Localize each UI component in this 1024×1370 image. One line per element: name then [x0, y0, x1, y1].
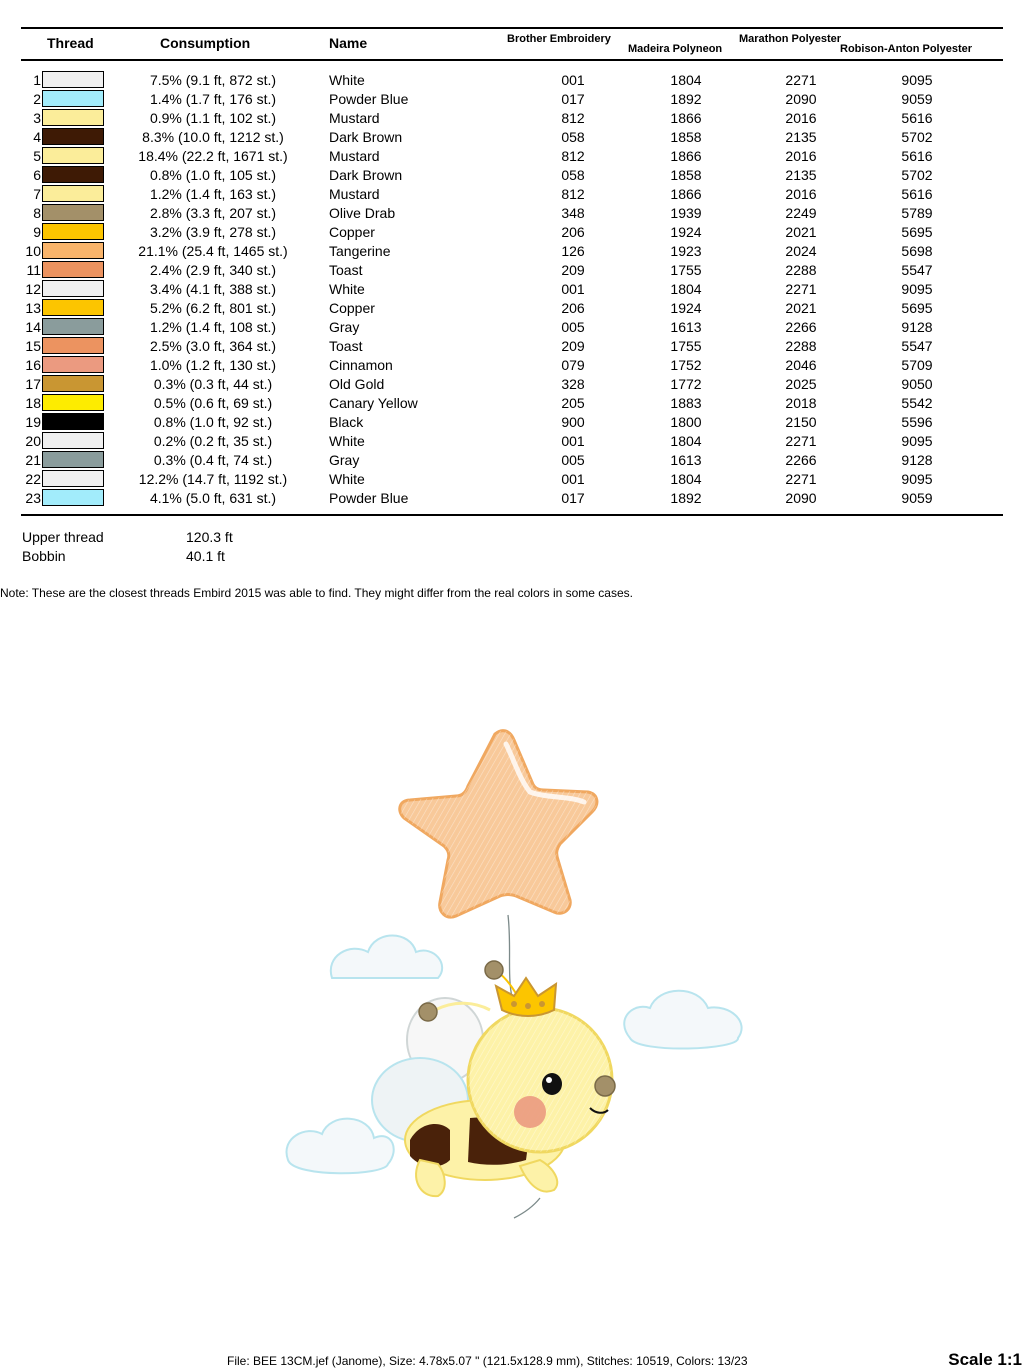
thread-consumption: 0.8% (1.0 ft, 105 st.) — [149, 167, 277, 183]
bee-head — [468, 1008, 615, 1152]
thread-number: 1 — [33, 72, 41, 88]
upper-thread-value: 120.3 ft — [186, 529, 233, 545]
robison-code: 5547 — [901, 338, 933, 354]
thread-name: Gray — [329, 452, 360, 468]
table-row — [0, 298, 1024, 317]
thread-name: Canary Yellow — [329, 395, 418, 411]
thread-consumption: 0.5% (0.6 ft, 69 st.) — [153, 395, 273, 411]
table-row — [0, 355, 1024, 374]
thread-consumption: 3.2% (3.9 ft, 278 st.) — [149, 224, 277, 240]
thread-consumption: 1.4% (1.7 ft, 176 st.) — [149, 91, 277, 107]
table-row — [0, 317, 1024, 336]
marathon-code: 2135 — [785, 167, 817, 183]
table-row — [0, 412, 1024, 431]
thread-name: Mustard — [329, 186, 380, 202]
brother-code: 001 — [561, 281, 585, 297]
madeira-code: 1892 — [670, 490, 702, 506]
robison-code: 9095 — [901, 471, 933, 487]
thread-number: 11 — [26, 262, 41, 278]
thread-color-swatch — [42, 147, 104, 164]
table-row — [0, 450, 1024, 469]
balloon-string-tail — [514, 1198, 540, 1218]
thread-name: Gray — [329, 319, 360, 335]
table-row — [0, 431, 1024, 450]
thread-number: 3 — [33, 110, 41, 126]
madeira-code: 1804 — [670, 471, 702, 487]
madeira-code: 1866 — [670, 110, 702, 126]
scale-label: Scale 1:1 — [948, 1350, 1022, 1369]
marathon-code: 2150 — [785, 414, 817, 430]
robison-code: 5709 — [901, 357, 933, 373]
thread-color-swatch — [42, 356, 104, 373]
thread-number: 10 — [25, 243, 41, 259]
thread-consumption: 0.2% (0.2 ft, 35 st.) — [153, 433, 273, 449]
thread-name: Dark Brown — [329, 167, 403, 183]
thread-color-swatch — [42, 470, 104, 487]
upper-thread-label: Upper thread — [22, 529, 104, 545]
thread-number: 21 — [25, 452, 41, 468]
madeira-code: 1752 — [670, 357, 702, 373]
robison-code: 5695 — [901, 224, 933, 240]
table-row — [0, 165, 1024, 184]
marathon-code: 2090 — [785, 490, 817, 506]
brother-code: 001 — [561, 433, 585, 449]
thread-number: 8 — [33, 205, 41, 221]
madeira-code: 1924 — [670, 300, 702, 316]
thread-color-swatch — [42, 128, 104, 145]
thread-consumption: 7.5% (9.1 ft, 872 st.) — [149, 72, 277, 88]
thread-consumption: 3.4% (4.1 ft, 388 st.) — [149, 281, 277, 297]
brother-code: 209 — [561, 338, 585, 354]
thread-number: 9 — [33, 224, 41, 240]
header-name: Name — [329, 35, 368, 51]
thread-consumption: 8.3% (10.0 ft, 1212 st.) — [142, 129, 284, 145]
table-row — [0, 374, 1024, 393]
robison-code: 9059 — [901, 91, 933, 107]
madeira-code: 1924 — [670, 224, 702, 240]
robison-code: 5695 — [901, 300, 933, 316]
thread-consumption: 2.8% (3.3 ft, 207 st.) — [149, 205, 277, 221]
brother-code: 209 — [561, 262, 585, 278]
thread-number: 17 — [25, 376, 41, 392]
thread-number: 6 — [33, 167, 41, 183]
thread-color-swatch — [42, 223, 104, 240]
table-row — [0, 393, 1024, 412]
thread-name: Powder Blue — [329, 91, 409, 107]
marathon-code: 2018 — [785, 395, 817, 411]
brother-code: 017 — [561, 91, 585, 107]
robison-code: 5702 — [901, 129, 933, 145]
thread-consumption: 5.2% (6.2 ft, 801 st.) — [149, 300, 277, 316]
madeira-code: 1939 — [670, 205, 702, 221]
thread-name: Olive Drab — [329, 205, 396, 221]
table-row — [0, 70, 1024, 89]
thread-name: Toast — [329, 338, 363, 354]
note-text: Note: These are the closest threads Embird 2015 was able to find. They might differ from the real colors in some cases. — [0, 586, 633, 600]
madeira-code: 1613 — [670, 319, 702, 335]
robison-code: 5702 — [901, 167, 933, 183]
madeira-code: 1800 — [670, 414, 702, 430]
thread-color-swatch — [42, 71, 104, 88]
brother-code: 348 — [561, 205, 585, 221]
table-row — [0, 260, 1024, 279]
embroidery-preview — [270, 720, 760, 1230]
thread-number: 13 — [25, 300, 41, 316]
thread-name: Copper — [329, 224, 375, 240]
cloud-left-bottom — [287, 1119, 394, 1174]
robison-code: 5616 — [901, 186, 933, 202]
thread-color-swatch — [42, 90, 104, 107]
thread-name: Tangerine — [329, 243, 391, 259]
table-row — [0, 241, 1024, 260]
marathon-code: 2016 — [785, 148, 817, 164]
thread-color-swatch — [42, 432, 104, 449]
robison-code: 9128 — [901, 319, 933, 335]
thread-color-swatch — [42, 280, 104, 297]
bobbin-value: 40.1 ft — [186, 548, 225, 564]
thread-consumption: 0.3% (0.4 ft, 74 st.) — [153, 452, 273, 468]
marathon-code: 2021 — [785, 300, 817, 316]
marathon-code: 2271 — [785, 471, 817, 487]
thread-color-swatch — [42, 318, 104, 335]
madeira-code: 1613 — [670, 452, 702, 468]
marathon-code: 2046 — [785, 357, 817, 373]
madeira-code: 1804 — [670, 433, 702, 449]
file-info-footer: File: BEE 13CM.jef (Janome), Size: 4.78x5.07 " (121.5x128.9 mm), Stitches: 10519, Colors: 13/23 — [227, 1354, 748, 1368]
thread-name: Old Gold — [329, 376, 385, 392]
marathon-code: 2016 — [785, 110, 817, 126]
thread-number: 5 — [33, 148, 41, 164]
thread-color-swatch — [42, 242, 104, 259]
thread-name: Black — [329, 414, 364, 430]
brother-code: 005 — [561, 319, 585, 335]
thread-color-swatch — [42, 413, 104, 430]
table-row — [0, 222, 1024, 241]
thread-name: White — [329, 281, 365, 297]
madeira-code: 1755 — [670, 262, 702, 278]
marathon-code: 2135 — [785, 129, 817, 145]
robison-code: 5547 — [901, 262, 933, 278]
robison-code: 5698 — [901, 243, 933, 259]
thread-number: 22 — [25, 471, 41, 487]
madeira-code: 1755 — [670, 338, 702, 354]
marathon-code: 2271 — [785, 433, 817, 449]
brother-code: 328 — [561, 376, 585, 392]
brother-code: 058 — [561, 167, 585, 183]
bobbin-label: Bobbin — [22, 548, 66, 564]
thread-number: 2 — [33, 91, 41, 107]
thread-color-swatch — [42, 337, 104, 354]
thread-color-swatch — [42, 375, 104, 392]
brother-code: 812 — [561, 148, 585, 164]
thread-consumption: 2.5% (3.0 ft, 364 st.) — [149, 338, 277, 354]
brother-code: 126 — [561, 243, 585, 259]
thread-number: 15 — [25, 338, 41, 354]
marathon-code: 2288 — [785, 338, 817, 354]
thread-number: 20 — [25, 433, 41, 449]
table-row — [0, 336, 1024, 355]
cloud-left-top — [331, 936, 442, 979]
robison-code: 5616 — [901, 110, 933, 126]
thread-consumption: 0.8% (1.0 ft, 92 st.) — [153, 414, 273, 430]
thread-name: Dark Brown — [329, 129, 403, 145]
marathon-code: 2025 — [785, 376, 817, 392]
header-consumption: Consumption — [160, 35, 251, 51]
thread-number: 4 — [33, 129, 41, 145]
star-balloon — [400, 731, 597, 917]
marathon-code: 2090 — [785, 91, 817, 107]
thread-number: 19 — [25, 414, 41, 430]
robison-code: 9095 — [901, 281, 933, 297]
table-bottom-rule — [21, 514, 1003, 516]
madeira-code: 1858 — [670, 167, 702, 183]
thread-consumption: 1.2% (1.4 ft, 163 st.) — [149, 186, 277, 202]
thread-consumption: 21.1% (25.4 ft, 1465 st.) — [138, 243, 288, 259]
balloon-string — [508, 915, 514, 1005]
brother-code: 206 — [561, 300, 585, 316]
table-row — [0, 279, 1024, 298]
bee-crown — [496, 978, 556, 1016]
madeira-code: 1923 — [670, 243, 702, 259]
brother-code: 079 — [561, 357, 585, 373]
robison-code: 5616 — [901, 148, 933, 164]
thread-consumption: 12.2% (14.7 ft, 1192 st.) — [138, 471, 288, 487]
robison-code: 5596 — [901, 414, 933, 430]
thread-name: Mustard — [329, 110, 380, 126]
thread-name: Mustard — [329, 148, 380, 164]
table-row — [0, 184, 1024, 203]
brother-code: 206 — [561, 224, 585, 240]
thread-number: 23 — [25, 490, 41, 506]
brother-code: 058 — [561, 129, 585, 145]
header-robison: Robison-Anton Polyester — [840, 43, 973, 55]
madeira-code: 1883 — [670, 395, 702, 411]
thread-name: Copper — [329, 300, 375, 316]
thread-consumption: 1.2% (1.4 ft, 108 st.) — [149, 319, 277, 335]
madeira-code: 1804 — [670, 72, 702, 88]
table-row — [0, 127, 1024, 146]
robison-code: 9095 — [901, 72, 933, 88]
brother-code: 812 — [561, 110, 585, 126]
marathon-code: 2021 — [785, 224, 817, 240]
marathon-code: 2271 — [785, 72, 817, 88]
table-header-rule — [21, 59, 1003, 61]
header-thread: Thread — [47, 35, 94, 51]
thread-name: White — [329, 433, 365, 449]
marathon-code: 2024 — [785, 243, 817, 259]
robison-code: 5789 — [901, 205, 933, 221]
thread-name: Cinnamon — [329, 357, 393, 373]
robison-code: 5542 — [901, 395, 933, 411]
thread-color-swatch — [42, 261, 104, 278]
thread-color-swatch — [42, 489, 104, 506]
thread-color-swatch — [42, 185, 104, 202]
brother-code: 001 — [561, 471, 585, 487]
brother-code: 001 — [561, 72, 585, 88]
thread-consumption: 18.4% (22.2 ft, 1671 st.) — [138, 148, 288, 164]
robison-code: 9059 — [901, 490, 933, 506]
table-row — [0, 146, 1024, 165]
header-brother: Brother Embroidery — [507, 33, 611, 45]
thread-number: 14 — [25, 319, 41, 335]
madeira-code: 1866 — [670, 148, 702, 164]
marathon-code: 2288 — [785, 262, 817, 278]
marathon-code: 2266 — [785, 452, 817, 468]
thread-consumption: 2.4% (2.9 ft, 340 st.) — [149, 262, 277, 278]
brother-code: 205 — [561, 395, 585, 411]
thread-number: 16 — [25, 357, 41, 373]
thread-color-swatch — [42, 204, 104, 221]
brother-code: 812 — [561, 186, 585, 202]
madeira-code: 1772 — [670, 376, 702, 392]
madeira-code: 1866 — [670, 186, 702, 202]
robison-code: 9128 — [901, 452, 933, 468]
thread-consumption: 0.3% (0.3 ft, 44 st.) — [153, 376, 273, 392]
table-row — [0, 469, 1024, 488]
thread-color-swatch — [42, 451, 104, 468]
robison-code: 9050 — [901, 376, 933, 392]
brother-code: 017 — [561, 490, 585, 506]
marathon-code: 2266 — [785, 319, 817, 335]
thread-color-swatch — [42, 166, 104, 183]
header-marathon: Marathon Polyester — [739, 33, 842, 45]
marathon-code: 2271 — [785, 281, 817, 297]
madeira-code: 1892 — [670, 91, 702, 107]
robison-code: 9095 — [901, 433, 933, 449]
thread-color-swatch — [42, 299, 104, 316]
madeira-code: 1858 — [670, 129, 702, 145]
table-row — [0, 488, 1024, 507]
header-madeira: Madeira Polyneon — [628, 43, 723, 55]
thread-consumption: 0.9% (1.1 ft, 102 st.) — [149, 110, 277, 126]
thread-name: White — [329, 471, 365, 487]
thread-color-swatch — [42, 394, 104, 411]
thread-number: 12 — [25, 281, 41, 297]
table-row — [0, 203, 1024, 222]
thread-name: White — [329, 72, 365, 88]
thread-name: Toast — [329, 262, 363, 278]
thread-number: 7 — [33, 186, 41, 202]
thread-consumption: 1.0% (1.2 ft, 130 st.) — [149, 357, 277, 373]
marathon-code: 2016 — [785, 186, 817, 202]
table-row — [0, 89, 1024, 108]
thread-name: Powder Blue — [329, 490, 409, 506]
cloud-right — [624, 991, 741, 1049]
thread-number: 18 — [25, 395, 41, 411]
madeira-code: 1804 — [670, 281, 702, 297]
table-top-rule — [21, 27, 1003, 29]
thread-color-swatch — [42, 109, 104, 126]
brother-code: 900 — [561, 414, 585, 430]
brother-code: 005 — [561, 452, 585, 468]
table-row — [0, 108, 1024, 127]
marathon-code: 2249 — [785, 205, 817, 221]
thread-consumption: 4.1% (5.0 ft, 631 st.) — [149, 490, 277, 506]
